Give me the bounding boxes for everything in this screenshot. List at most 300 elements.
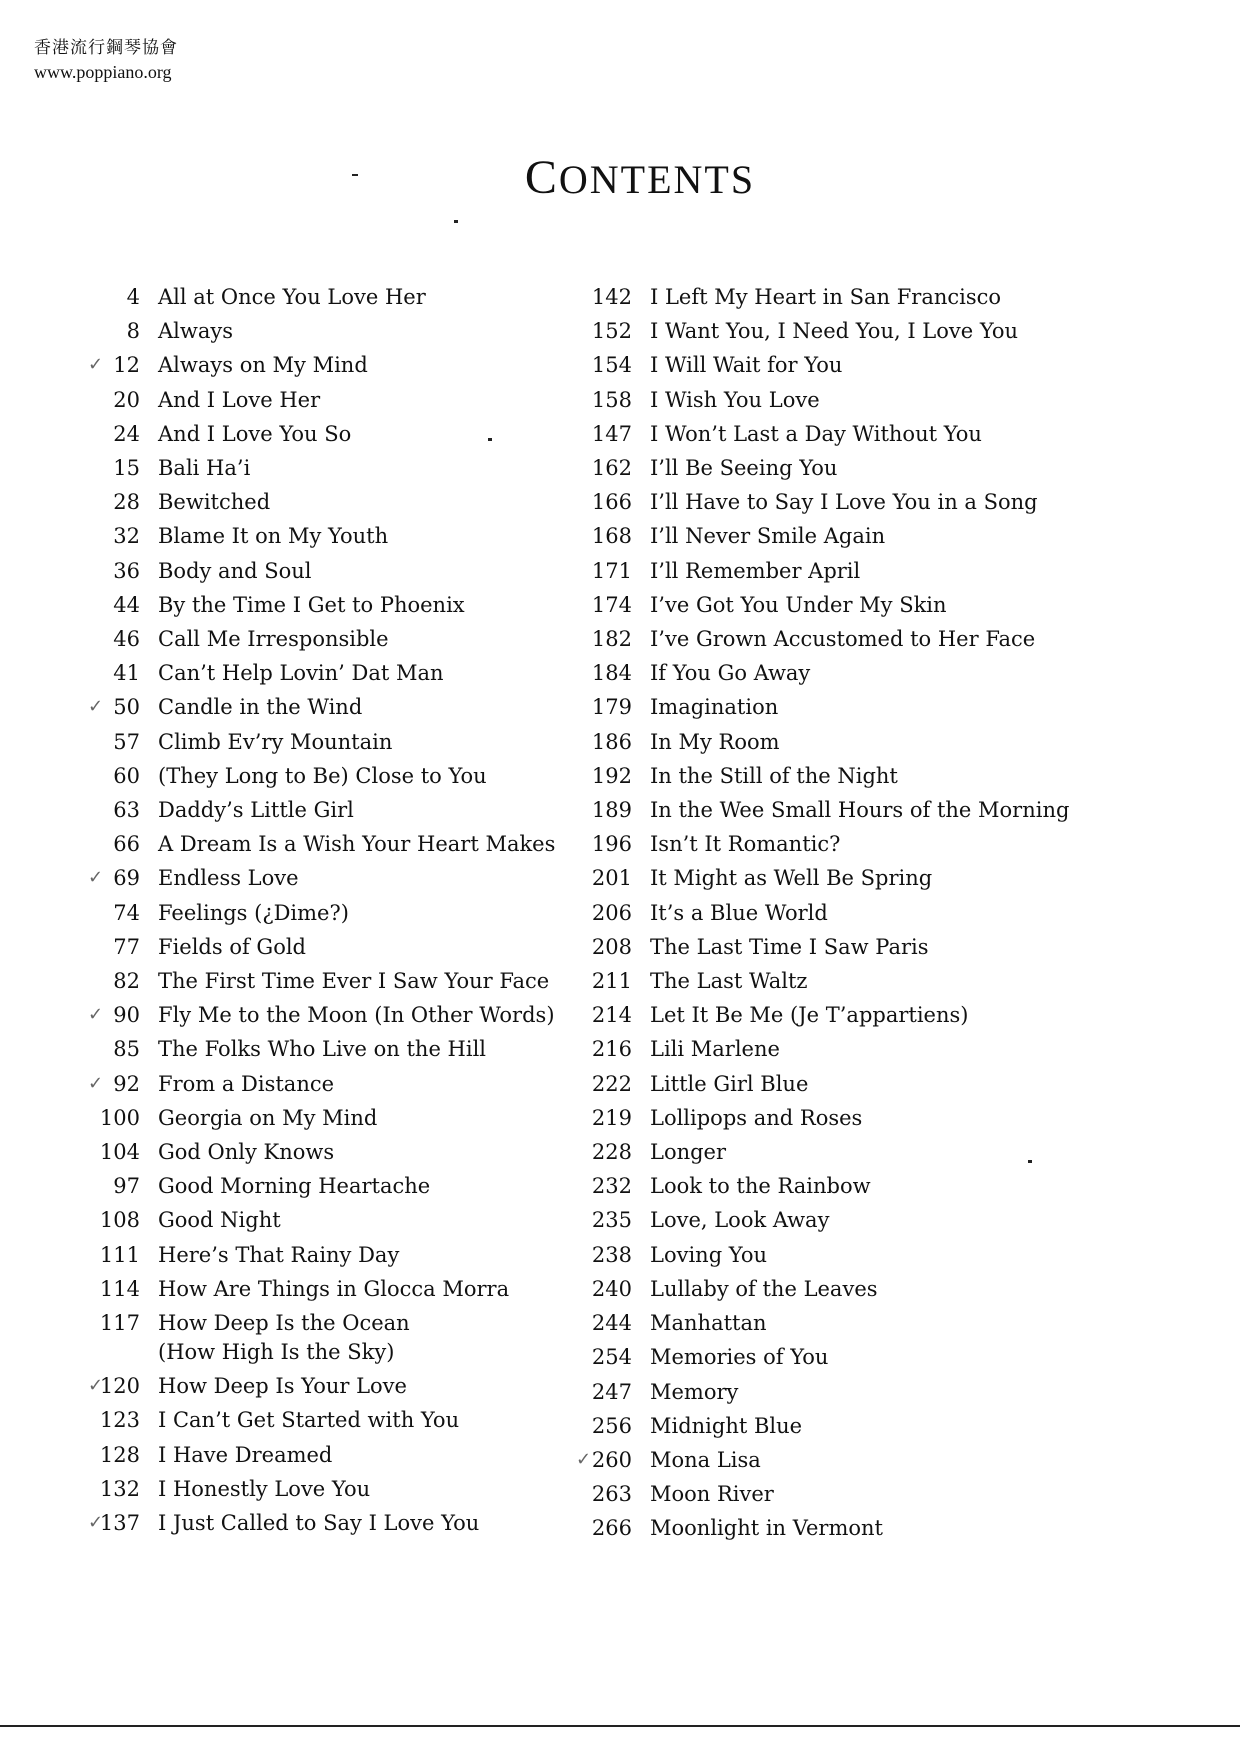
entry-page-number [580, 1169, 650, 1203]
entry-page-number-text: 154 [591, 353, 632, 378]
handwritten-check-mark-icon: ✓ [88, 1072, 104, 1094]
entry-page-number [580, 1101, 650, 1135]
contents-entry [580, 1238, 1100, 1272]
contents-entry [580, 1477, 1100, 1511]
entry-page-number-text: 28 [113, 490, 140, 515]
entry-page-number-text: 111 [99, 1242, 140, 1267]
contents-entry [70, 1438, 550, 1472]
contents-entry [70, 280, 550, 314]
contents-entry [580, 861, 1100, 895]
contents-entry [580, 1511, 1100, 1545]
contents-entry [70, 1369, 550, 1403]
entry-title-line: How Deep Is Your Love [158, 1374, 407, 1399]
contents-entry [70, 964, 550, 998]
contents-entry [70, 1135, 550, 1169]
entry-page-number-text: 216 [591, 1037, 632, 1062]
entry-page-number [580, 998, 650, 1032]
entry-title-line: Moon River [650, 1482, 774, 1507]
entry-page-number [70, 827, 158, 861]
entry-title-line: Moonlight in Vermont [650, 1516, 883, 1541]
entry-page-number-text: 108 [99, 1208, 140, 1233]
entry-title [158, 759, 550, 793]
entry-page-number-text: 123 [99, 1408, 140, 1433]
entry-page-number-text: 158 [591, 387, 632, 412]
entry-page-number [70, 383, 158, 417]
entry-title-line: Body and Soul [158, 558, 312, 583]
entry-title-line: By the Time I Get to Phoenix [158, 592, 465, 617]
entry-page-number [580, 485, 650, 519]
entry-title-line: I Want You, I Need You, I Love You [650, 319, 1019, 344]
contents-entry [70, 1101, 550, 1135]
entry-title-line: Let It Be Me (Je T’appartiens) [650, 1003, 969, 1028]
entry-title-line: Lollipops and Roses [650, 1105, 863, 1130]
entry-title-line: Bewitched [158, 490, 271, 515]
contents-entry [70, 930, 550, 964]
contents-entry [70, 1306, 550, 1369]
entry-page-number [580, 896, 650, 930]
entry-title [158, 485, 550, 519]
entry-page-number-text: 244 [591, 1311, 632, 1336]
entry-title [158, 1238, 550, 1272]
entry-page-number-text: 189 [591, 798, 632, 823]
entry-title [158, 690, 550, 724]
entry-title [650, 930, 1100, 964]
contents-entry [580, 1306, 1100, 1340]
entry-page-number [70, 1203, 158, 1237]
entry-page-number-text: 192 [591, 763, 632, 788]
entry-title [650, 1032, 1100, 1066]
entry-title-line: Lili Marlene [650, 1037, 780, 1062]
entry-title-line: Candle in the Wind [158, 695, 363, 720]
entry-page-number-text: 142 [591, 285, 632, 309]
entry-page-number-text: 74 [113, 900, 140, 925]
contents-entry [70, 485, 550, 519]
entry-title-line: In the Wee Small Hours of the Morning [650, 798, 1070, 823]
entry-page-number-text: 260 [591, 1447, 632, 1472]
entry-title-line: Memories of You [650, 1345, 829, 1370]
contents-entry [70, 1203, 550, 1237]
entry-page-number-text: 77 [113, 934, 140, 959]
contents-entry [580, 1203, 1100, 1237]
entry-page-number [70, 1067, 158, 1101]
entry-title [650, 1101, 1100, 1135]
entry-title [650, 1238, 1100, 1272]
contents-entry [580, 451, 1100, 485]
page-title-rest: ONTENTS [558, 157, 756, 202]
entry-page-number [580, 348, 650, 382]
entry-title-line: I Left My Heart in San Francisco [650, 285, 1002, 309]
page-title-initial: C [524, 151, 559, 204]
entry-page-number [70, 348, 158, 382]
entry-title-line: I Have Dreamed [158, 1442, 333, 1467]
entry-page-number-text: 152 [591, 319, 632, 344]
contents-entry [580, 690, 1100, 724]
entry-page-number-text: 240 [591, 1276, 632, 1301]
entry-page-number [580, 1238, 650, 1272]
entry-page-number-text: 114 [99, 1276, 140, 1301]
entry-title-line: How Are Things in Glocca Morra [158, 1276, 510, 1301]
contents-entry [580, 1375, 1100, 1409]
contents-entry [580, 519, 1100, 553]
entry-page-number-text: 228 [591, 1140, 632, 1165]
entry-title-line: Little Girl Blue [650, 1071, 809, 1096]
contents-entry [580, 348, 1100, 382]
entry-title [650, 861, 1100, 895]
entry-title-line: Love, Look Away [650, 1208, 830, 1233]
contents-entry [580, 1340, 1100, 1374]
contents-entry [580, 485, 1100, 519]
entry-title [158, 1506, 550, 1540]
entry-page-number [70, 1238, 158, 1272]
entry-page-number-text: 20 [113, 387, 140, 412]
entry-title [650, 725, 1100, 759]
entry-page-number-text: 171 [591, 558, 632, 583]
entry-page-number [70, 485, 158, 519]
entry-title-line: In My Room [650, 729, 780, 754]
entry-title [650, 827, 1100, 861]
contents-entry [580, 1272, 1100, 1306]
entry-title [158, 896, 550, 930]
scan-speck [454, 220, 458, 223]
scan-speck [352, 174, 358, 176]
entry-title-line: Longer [650, 1140, 727, 1165]
entry-page-number [70, 759, 158, 793]
entry-title-line: Bali Ha’i [158, 456, 251, 481]
contents-entry [70, 896, 550, 930]
scan-speck [1028, 1160, 1032, 1163]
entry-title-line-2: (How High Is the Sky) [158, 1339, 395, 1364]
page-title [0, 150, 1240, 205]
entry-page-number [580, 1477, 650, 1511]
entry-page-number [70, 656, 158, 690]
entry-page-number-text: 128 [99, 1442, 140, 1467]
entry-title [158, 725, 550, 759]
entry-page-number [70, 690, 158, 724]
entry-title-line: Loving You [650, 1242, 768, 1267]
entry-title-line: I’ve Got You Under My Skin [650, 592, 947, 617]
contents-entry [70, 1032, 550, 1066]
entry-page-number-text: 44 [113, 592, 140, 617]
contents-entry [580, 622, 1100, 656]
entry-title [650, 588, 1100, 622]
entry-title [650, 690, 1100, 724]
entry-page-number [70, 451, 158, 485]
entry-title [650, 1375, 1100, 1409]
contents-column-right [576, 280, 1100, 1546]
entry-page-number [580, 451, 650, 485]
contents-column-left [70, 280, 556, 1540]
entry-title [650, 1203, 1100, 1237]
contents-entry [580, 759, 1100, 793]
contents-entry [580, 588, 1100, 622]
entry-page-number [70, 964, 158, 998]
entry-title [650, 1272, 1100, 1306]
contents-entry [70, 998, 555, 1032]
entry-title-line: God Only Knows [158, 1140, 335, 1165]
contents-entry [580, 1032, 1100, 1066]
entry-title [650, 1067, 1100, 1101]
entry-title [158, 417, 550, 451]
entry-title-line: Imagination [650, 695, 779, 720]
entry-title [158, 1369, 550, 1403]
entry-title-line: Feelings (¿Dime?) [158, 900, 349, 925]
entry-page-number [70, 1403, 158, 1437]
entry-title [650, 383, 1100, 417]
contents-entry [580, 1169, 1100, 1203]
entry-page-number [580, 827, 650, 861]
entry-title [650, 451, 1100, 485]
entry-page-number [70, 725, 158, 759]
entry-page-number [580, 519, 650, 553]
scan-speck [488, 438, 492, 441]
entry-page-number-text: 8 [126, 319, 140, 344]
entry-page-number [580, 930, 650, 964]
handwritten-check-mark-icon: ✓ [88, 1004, 104, 1026]
contents-entry [70, 451, 550, 485]
entry-page-number-text: 90 [113, 1003, 140, 1028]
entry-title [158, 656, 550, 690]
entry-title [158, 1403, 550, 1437]
entry-page-number [580, 1067, 650, 1101]
entry-title-line: The Last Waltz [650, 969, 808, 994]
entry-page-number-text: 36 [113, 558, 140, 583]
entry-page-number-text: 50 [113, 695, 140, 720]
contents-entry [580, 280, 1100, 314]
entry-page-number-text: 100 [99, 1105, 140, 1130]
handwritten-check-mark-icon: ✓ [576, 1448, 592, 1470]
entry-page-number-text: 12 [113, 353, 140, 378]
contents-entry [70, 1506, 550, 1540]
entry-page-number [70, 519, 158, 553]
entry-title [158, 793, 550, 827]
entry-title [650, 554, 1100, 588]
entry-page-number-text: 247 [591, 1379, 632, 1404]
entry-title [158, 1101, 550, 1135]
contents-entry [70, 1472, 550, 1506]
entry-page-number-text: 85 [113, 1037, 140, 1062]
entry-page-number [70, 417, 158, 451]
entry-page-number-text: 186 [591, 729, 632, 754]
entry-page-number [70, 1506, 158, 1540]
entry-page-number-text: 266 [591, 1516, 632, 1541]
entry-title-line: All at Once You Love Her [158, 285, 426, 309]
entry-page-number-text: 104 [99, 1140, 140, 1165]
entry-title-line: I’ll Remember April [650, 558, 861, 583]
entry-title-line: I’ll Be Seeing You [650, 456, 838, 481]
contents-entry [70, 1067, 550, 1101]
contents-entry [580, 827, 1100, 861]
entry-title-line: And I Love You So [158, 421, 352, 446]
entry-title [650, 1306, 1100, 1340]
contents-entry [580, 417, 1100, 451]
entry-title-line: Blame It on My Youth [158, 524, 389, 549]
entry-page-number-text: 60 [113, 763, 140, 788]
entry-page-number [70, 1472, 158, 1506]
entry-page-number-text: 69 [113, 866, 140, 891]
entry-title [650, 759, 1100, 793]
entry-title [158, 451, 550, 485]
entry-title-line: Good Morning Heartache [158, 1174, 431, 1199]
entry-title [650, 1443, 1100, 1477]
entry-page-number [580, 725, 650, 759]
entry-page-number-text: 174 [591, 592, 632, 617]
entry-page-number [580, 588, 650, 622]
entry-page-number-text: 179 [591, 695, 632, 720]
entry-title [158, 964, 550, 998]
entry-page-number [580, 656, 650, 690]
entry-page-number [70, 554, 158, 588]
contents-entry [70, 827, 556, 861]
entry-page-number-text: 147 [591, 421, 632, 446]
entry-title [650, 314, 1100, 348]
entry-page-number [580, 314, 650, 348]
entry-page-number-text: 162 [591, 456, 632, 481]
entry-page-number [70, 314, 158, 348]
entry-title [650, 1340, 1100, 1374]
contents-entry [580, 1135, 1100, 1169]
entry-page-number [580, 280, 650, 314]
entry-title-line: In the Still of the Night [650, 763, 898, 788]
entry-page-number-text: 24 [113, 421, 140, 446]
contents-entry [70, 725, 550, 759]
entry-title [158, 827, 555, 861]
bottom-rule [0, 1725, 1240, 1727]
entry-page-number-text: 117 [99, 1311, 140, 1336]
entry-page-number-text: 208 [591, 934, 632, 959]
entry-title [650, 519, 1100, 553]
contents-entry [70, 1272, 550, 1306]
entry-title-line: Manhattan [650, 1311, 767, 1336]
entry-title-line: I Just Called to Say I Love You [158, 1510, 480, 1535]
entry-page-number [580, 383, 650, 417]
entry-page-number [70, 861, 158, 895]
entry-page-number [580, 1511, 650, 1545]
contents-entry [580, 896, 1100, 930]
entry-page-number [70, 1169, 158, 1203]
entry-page-number-text: 182 [591, 627, 632, 652]
entry-page-number [576, 1443, 650, 1477]
entry-title-line: I Can’t Get Started with You [158, 1408, 460, 1433]
entry-page-number [70, 622, 158, 656]
entry-page-number [580, 417, 650, 451]
entry-page-number-text: 263 [591, 1482, 632, 1507]
entry-page-number [580, 554, 650, 588]
entry-page-number-text: 206 [591, 900, 632, 925]
entry-title [650, 348, 1100, 382]
entry-title-line: I’ve Grown Accustomed to Her Face [650, 627, 1036, 652]
entry-page-number [70, 896, 158, 930]
entry-title [650, 998, 1100, 1032]
entry-page-number-text: 222 [591, 1071, 632, 1096]
entry-page-number-text: 132 [99, 1476, 140, 1501]
entry-page-number-text: 184 [591, 661, 632, 686]
entry-page-number [580, 1375, 650, 1409]
entry-page-number-text: 66 [113, 832, 140, 857]
entry-page-number-text: 92 [113, 1071, 140, 1096]
entry-title [158, 861, 550, 895]
contents-entry [580, 793, 1100, 827]
entry-page-number-text: 63 [113, 798, 140, 823]
entry-page-number-text: 235 [591, 1208, 632, 1233]
entry-page-number-text: 97 [113, 1174, 140, 1199]
entry-title-line: Always [158, 319, 234, 344]
entry-page-number [580, 793, 650, 827]
handwritten-check-mark-icon: ✓ [88, 867, 104, 889]
entry-title-line: Good Night [158, 1208, 281, 1233]
entry-title [158, 1438, 550, 1472]
entry-page-number-text: 168 [591, 524, 632, 549]
contents-entry [576, 1443, 1100, 1477]
contents-entry [580, 998, 1100, 1032]
entry-page-number [70, 1438, 158, 1472]
entry-title [158, 998, 555, 1032]
entry-page-number-text: 238 [591, 1242, 632, 1267]
entry-title [158, 588, 550, 622]
entry-page-number-text: 15 [113, 456, 140, 481]
contents-entry [70, 656, 550, 690]
entry-page-number [580, 1032, 650, 1066]
entry-page-number-text: 4 [126, 285, 140, 309]
entry-title-line: Memory [650, 1379, 739, 1404]
entry-title [158, 280, 550, 314]
contents-entry [580, 1101, 1100, 1135]
entry-title [158, 1032, 550, 1066]
entry-title [650, 417, 1100, 451]
contents-entry [580, 1409, 1100, 1443]
contents-entry [70, 588, 550, 622]
contents-entry [70, 383, 550, 417]
entry-title-line: It Might as Well Be Spring [650, 866, 933, 891]
entry-title-line: Always on My Mind [158, 353, 368, 378]
entry-title-line: I Will Wait for You [650, 353, 843, 378]
contents-entry [580, 930, 1100, 964]
entry-title [650, 896, 1100, 930]
entry-page-number-text: 256 [591, 1413, 632, 1438]
entry-page-number-text: 196 [591, 832, 632, 857]
entry-page-number [580, 690, 650, 724]
entry-title [158, 314, 550, 348]
entry-title [158, 554, 550, 588]
entry-title-line: Fly Me to the Moon (In Other Words) [158, 1003, 555, 1028]
entry-title [650, 485, 1100, 519]
contents-entry [70, 314, 550, 348]
entry-title [158, 1067, 550, 1101]
entry-page-number [580, 964, 650, 998]
entry-title [158, 348, 550, 382]
entry-title [650, 1409, 1100, 1443]
entry-title-line: Mona Lisa [650, 1447, 761, 1472]
handwritten-check-mark-icon: ✓ [88, 354, 104, 376]
entry-title-line: Endless Love [158, 866, 299, 891]
entry-page-number [70, 793, 158, 827]
entry-title [650, 622, 1100, 656]
contents-entry [580, 656, 1100, 690]
contents-entry [580, 1067, 1100, 1101]
watermark-url: www.poppiano.org [34, 62, 172, 82]
entry-title-line: I’ll Have to Say I Love You in a Song [650, 490, 1038, 515]
entry-title [650, 656, 1100, 690]
contents-entry [580, 383, 1100, 417]
entry-title [158, 930, 550, 964]
entry-title [650, 964, 1100, 998]
entry-title [650, 1135, 1100, 1169]
entry-page-number [580, 759, 650, 793]
entry-page-number-text: 46 [113, 627, 140, 652]
entry-title-line: I Honestly Love You [158, 1476, 371, 1501]
contents-entry [70, 1169, 550, 1203]
entry-page-number [70, 588, 158, 622]
contents-entry [70, 554, 550, 588]
